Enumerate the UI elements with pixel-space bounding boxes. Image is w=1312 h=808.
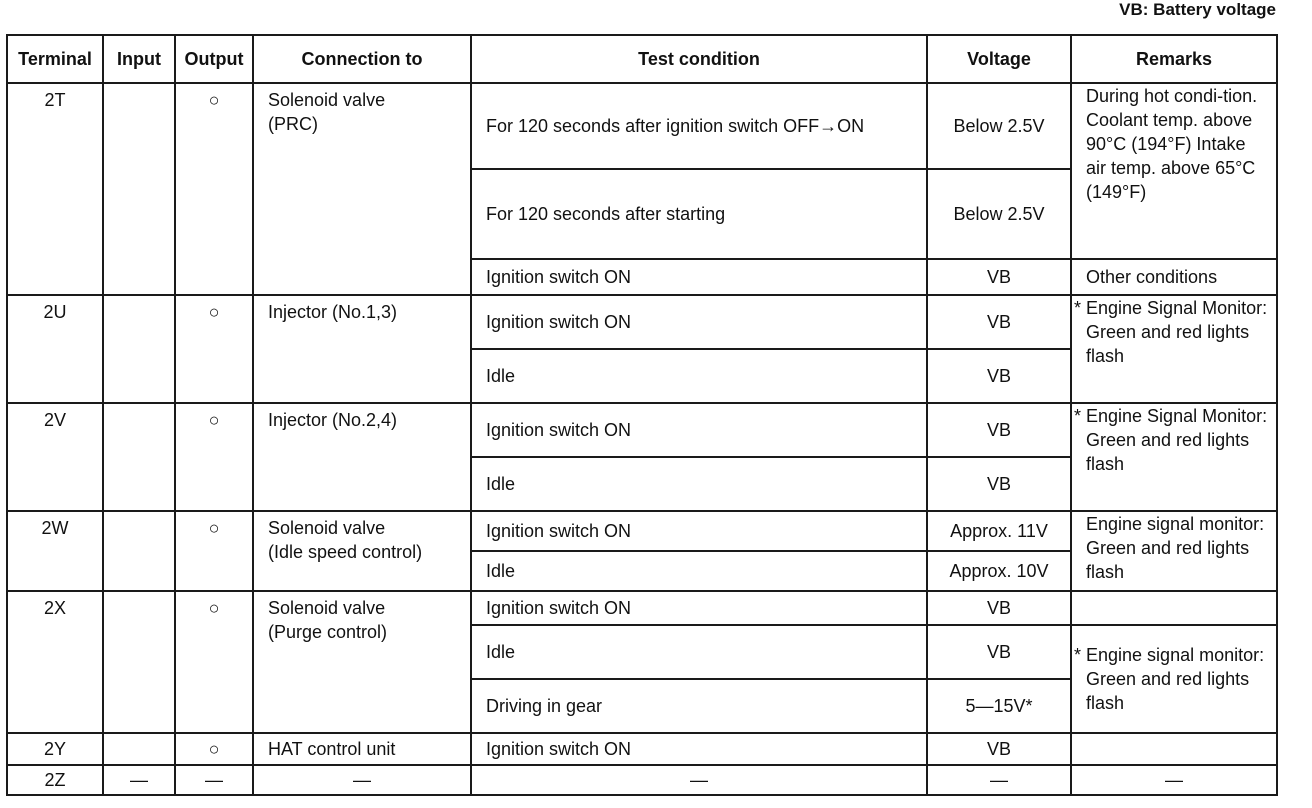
input-cell (103, 403, 175, 511)
remarks-cell: Other conditions (1071, 259, 1277, 295)
remarks-cell: * Engine Signal Monitor: Green and red lights flash (1071, 403, 1277, 511)
input-cell (103, 591, 175, 733)
test-condition-cell: Ignition switch ON (471, 591, 927, 625)
connection-cell: — (253, 765, 471, 795)
battery-voltage-note: VB: Battery voltage (1119, 0, 1276, 19)
terminal-cell: 2V (7, 403, 103, 511)
input-cell (103, 83, 175, 295)
voltage-cell: VB (927, 403, 1071, 457)
voltage-cell: Approx. 11V (927, 511, 1071, 551)
header-voltage: Voltage (927, 35, 1071, 83)
output-mark-icon: ○ (175, 83, 253, 295)
test-condition-cell: Ignition switch ON (471, 295, 927, 349)
test-condition-cell: Idle (471, 625, 927, 679)
remarks-cell: Engine signal monitor: Green and red lights flash (1071, 511, 1277, 591)
connection-cell (253, 83, 471, 295)
connection-line: Solenoid valve (268, 598, 386, 618)
table-row (7, 511, 1277, 551)
terminal-cell: 2X (7, 591, 103, 733)
voltage-cell: VB (927, 349, 1071, 403)
voltage-cell: VB (927, 591, 1071, 625)
terminal-cell: 2Y (7, 733, 103, 765)
input-cell: — (103, 765, 175, 795)
test-condition-cell: Driving in gear (471, 679, 927, 733)
remarks-cell (1071, 591, 1277, 625)
remarks-cell: * Engine signal monitor: Green and red lights flash (1071, 625, 1277, 733)
connection-cell (253, 403, 471, 511)
test-condition-cell: Ignition switch ON (471, 403, 927, 457)
voltage-cell: VB (927, 733, 1071, 765)
test-condition-cell: Idle (471, 349, 927, 403)
output-mark-icon: ○ (175, 591, 253, 733)
table-row (7, 591, 1277, 625)
remarks-cell: * Engine Signal Monitor: Green and red lights flash (1071, 295, 1277, 403)
header-output: Output (175, 35, 253, 83)
terminal-cell: 2T (7, 83, 103, 295)
connection-line: Solenoid valve (268, 90, 386, 110)
header-row (7, 35, 1277, 83)
test-condition-cell: Ignition switch ON (471, 733, 927, 765)
output-mark-icon: ○ (175, 733, 253, 765)
output-mark-icon: ○ (175, 295, 253, 403)
test-condition-cell: Ignition switch ON (471, 511, 927, 551)
table-row (7, 403, 1277, 457)
header-remarks: Remarks (1071, 35, 1277, 83)
header-input: Input (103, 35, 175, 83)
test-condition-cell: For 120 seconds after ignition switch OFF→ON (471, 83, 927, 169)
voltage-cell: Below 2.5V (927, 83, 1071, 169)
output-cell: — (175, 765, 253, 795)
voltage-cell: VB (927, 625, 1071, 679)
table-row (7, 733, 1277, 765)
connection-line: (Idle speed control) (268, 542, 423, 562)
connection-cell (253, 511, 471, 591)
connection-line: Injector (No.1,3) (268, 302, 398, 322)
connection-cell: HAT control unit (253, 733, 471, 765)
input-cell (103, 511, 175, 591)
table-row (7, 83, 1277, 169)
output-mark-icon: ○ (175, 403, 253, 511)
test-condition-cell: For 120 seconds after starting (471, 169, 927, 259)
table-row (7, 295, 1277, 349)
test-condition-cell: — (471, 765, 927, 795)
connection-line: Solenoid valve (268, 518, 386, 538)
input-cell (103, 295, 175, 403)
output-mark-icon: ○ (175, 511, 253, 591)
test-condition-cell: Idle (471, 457, 927, 511)
terminal-cell: 2Z (7, 765, 103, 795)
connection-cell (253, 295, 471, 403)
voltage-cell: Below 2.5V (927, 169, 1071, 259)
table-row (7, 765, 1277, 795)
remarks-cell (1071, 733, 1277, 765)
test-condition-cell: Ignition switch ON (471, 259, 927, 295)
voltage-cell: VB (927, 457, 1071, 511)
header-terminal: Terminal (7, 35, 103, 83)
connection-line: Injector (No.2,4) (268, 410, 398, 430)
test-condition-cell: Idle (471, 551, 927, 591)
voltage-cell: VB (927, 259, 1071, 295)
remarks-cell: During hot condi-tion. Coolant temp. above 90°C (194°F) Intake air temp. above 65°C (149°F) (1071, 83, 1277, 259)
connection-line: (PRC) (268, 114, 318, 134)
header-connection: Connection to (253, 35, 471, 83)
terminal-cell: 2W (7, 511, 103, 591)
input-cell (103, 733, 175, 765)
terminal-voltage-table (6, 34, 1278, 796)
remarks-cell: — (1071, 765, 1277, 795)
voltage-cell: — (927, 765, 1071, 795)
header-test-condition: Test condition (471, 35, 927, 83)
voltage-cell: 5—15V* (927, 679, 1071, 733)
terminal-cell: 2U (7, 295, 103, 403)
connection-line: (Purge control) (268, 622, 388, 642)
connection-cell (253, 591, 471, 733)
voltage-cell: VB (927, 295, 1071, 349)
voltage-cell: Approx. 10V (927, 551, 1071, 591)
